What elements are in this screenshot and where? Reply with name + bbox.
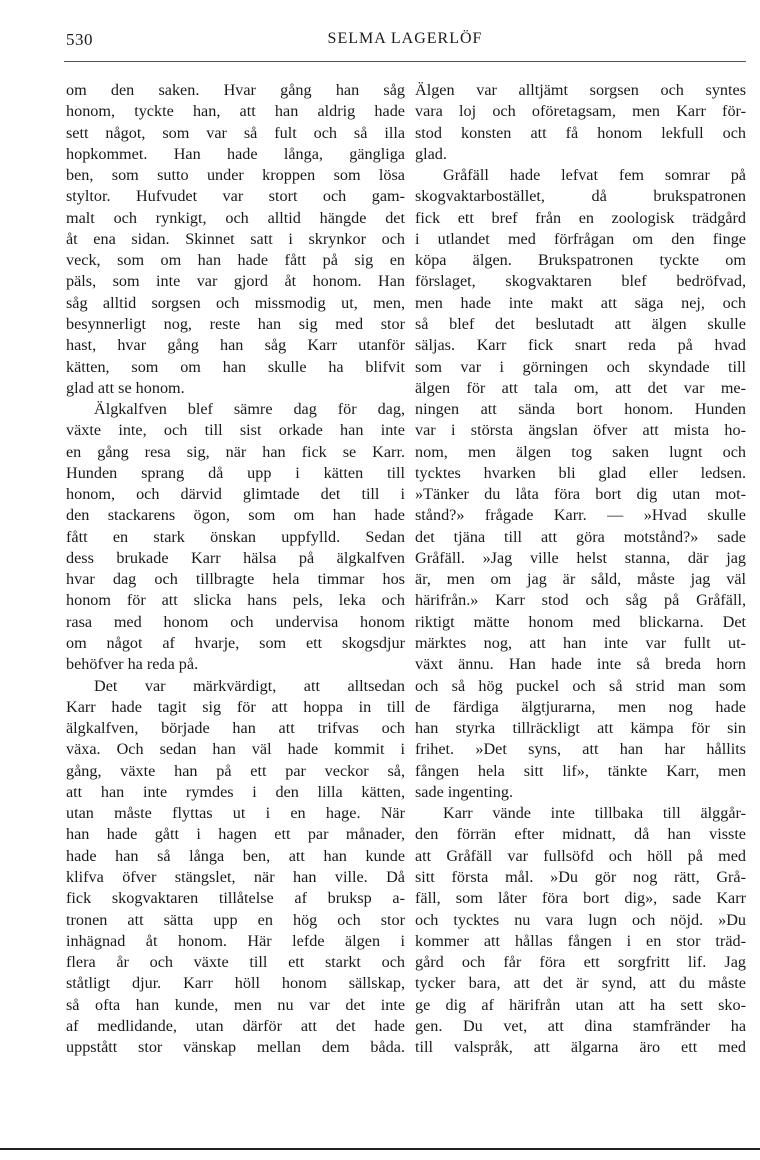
text-line: gen. Du vet, att dina stamfränder ha xyxy=(415,1016,746,1035)
text-line: utan måste flyttas ut i en hage. När xyxy=(66,804,405,823)
text-line: ben, som sutto under kroppen som lösa xyxy=(66,166,405,185)
text-line: Hunden sprang då upp i kätten till xyxy=(66,463,405,482)
text-line: Det var märkvärdigt, att alltsedan xyxy=(94,676,405,695)
text-line: Gråfäll hade lefvat fem somrar på xyxy=(443,166,746,185)
text-line: köpa älgen. Brukspatronen tyckte om xyxy=(415,251,746,270)
text-line: såg alltid sorgsen och missmodig ut, men, xyxy=(66,293,405,312)
text-line: hade han så långa ben, att han kunde xyxy=(66,846,405,865)
text-line: vara loj och oföretagsam, men Karr för- xyxy=(415,102,746,121)
text-line: besynnerligt nog, reste han sig med stor xyxy=(66,314,405,333)
text-line: säljas. Karr fick snart reda på hvad xyxy=(415,336,746,355)
text-line: växte inte, och till sist orkade han inte xyxy=(66,421,405,440)
text-line: härifrån.» Karr stod och såg på Gråfäll, xyxy=(415,591,746,610)
text-line: Älgkalfven blef sämre dag för dag, xyxy=(94,400,405,419)
text-line: ståtligt djur. Karr höll honom sällskap, xyxy=(66,974,405,993)
text-line: fått en stark önskan uppfylld. Sedan xyxy=(66,527,405,546)
text-line: rasa med honom och undervisa honom xyxy=(66,612,405,631)
text-line: han styrka tillräckligt att kämpa för sin xyxy=(415,719,746,738)
text-line: älgen för att tala om, att det var me- xyxy=(415,378,746,397)
text-line: honom, tyckte han, att han aldrig hade xyxy=(66,102,405,121)
text-line: växt ännu. Han hade inte så breda horn xyxy=(415,655,746,674)
text-line: frihet. »Det syns, att han har hållits xyxy=(415,740,746,759)
text-line: sade ingenting. xyxy=(415,782,514,801)
text-line: fången hela sitt lif», tänkte Karr, men xyxy=(415,761,746,780)
text-line: »Tänker du låta föra bort dig utan mot- xyxy=(415,485,746,504)
text-line: sett något, som var så fult och så illa xyxy=(66,123,405,142)
text-line: veck, som om han hade fått på sig en xyxy=(66,251,405,270)
text-line: den stackarens ögon, som om han hade xyxy=(66,506,405,525)
text-line: var i största ängslan öfver att mista ho- xyxy=(415,421,746,440)
text-line: fick skogvaktaren tillåtelse af bruksp a- xyxy=(66,889,405,908)
text-line: ningen att sända bort honom. Hunden xyxy=(415,400,746,419)
text-line: så blef det beslutadt att älgen skulle xyxy=(415,314,746,333)
text-line: som var i görningen och skyndade till xyxy=(415,357,746,376)
text-line: det tjäna till att göra motstånd?» sade xyxy=(415,527,746,546)
text-line: tycktes hvarken bli glad eller ledsen. xyxy=(415,463,746,482)
text-line: tronen att sätta upp en hög och stor xyxy=(66,910,405,929)
text-line: glad. xyxy=(415,144,447,163)
text-line: ge dig af härifrån utan att ha sett sko- xyxy=(415,995,746,1014)
text-line: förslaget, skogvaktaren blef bedröfvad, xyxy=(415,272,746,291)
text-line: gård och får föra ett sorgfritt lif. Jag xyxy=(415,953,746,972)
text-line: Gråfäll. »Jag ville helst stanna, där jag xyxy=(415,548,746,567)
text-line: styltor. Hufvudet var stort och gam- xyxy=(66,187,405,206)
text-line: att Gråfäll var fullsöfd och höll på med xyxy=(415,846,746,865)
text-line: honom för att slicka hans pels, leka och xyxy=(66,591,405,610)
text-line: skogvaktarbostället, då brukspatronen xyxy=(415,187,746,206)
text-line: kommer att hållas fången i en stor träd- xyxy=(415,931,746,950)
text-line: uppstått stor vänskap mellan dem båda. xyxy=(66,1038,405,1057)
text-line: glad att se honom. xyxy=(66,378,185,397)
text-line: och så hög puckel och så strid man som xyxy=(415,676,746,695)
text-line: hvar dag och tillbragte hela timmar hos xyxy=(66,570,405,589)
text-line: älgkalfven, började han att trifvas och xyxy=(66,719,405,738)
text-line: Karr hade tagit sig för att hoppa in till xyxy=(66,697,405,716)
text-line: men hade inte makt att säga nej, och xyxy=(415,293,746,312)
text-line: stånd?» frågade Karr. — »Hvad skulle xyxy=(415,506,746,525)
running-head: SELMA LAGERLÖF xyxy=(327,30,483,47)
text-line: fick ett bref från en zoologisk trädgård xyxy=(415,208,746,227)
text-line: hopkommet. Han hade långa, gängliga xyxy=(66,144,405,163)
text-line: till valspråk, att älgarna äro ett med xyxy=(415,1038,746,1057)
text-line: stod konsten att få honom lekfull och xyxy=(415,123,746,142)
bottom-rule xyxy=(0,1148,760,1150)
text-line: honom, och därvid glimtade det till i xyxy=(66,485,405,504)
text-line: malt och rynkigt, och alltid hängde det xyxy=(66,208,405,227)
text-line: hast, hvar gång han såg Karr utanför xyxy=(66,336,405,355)
text-line: af medlidande, utan därför att det hade xyxy=(66,1016,405,1035)
text-line: dess brukade Karr hälsa på älgkalfven xyxy=(66,548,405,567)
text-line: behöfver ha reda på. xyxy=(66,655,199,674)
text-line: den förrän efter midnatt, då han visste xyxy=(415,825,746,844)
text-line: fäll, som låter föra bort dig», sade Karr xyxy=(415,889,746,908)
text-line: klifva öfver stängslet, när han ville. Då xyxy=(66,867,405,886)
text-line: inhägnad åt honom. Här lefde älgen i xyxy=(66,931,405,950)
text-line: tycker bara, att det är synd, att du måste xyxy=(415,974,746,993)
text-line: att han inte rymdes i den lilla kätten, xyxy=(66,782,405,801)
text-line: Älgen var alltjämt sorgsen och syntes xyxy=(415,81,746,99)
header-rule xyxy=(64,61,746,62)
text-line: sitt första mål. »Du gör nog rätt, Grå- xyxy=(415,867,746,886)
text-line: Karr vände inte tillbaka till älggår- xyxy=(443,804,746,823)
text-line: de färdiga älgtjurarna, men nog hade xyxy=(415,697,746,716)
text-line: växa. Och sedan han väl hade kommit i xyxy=(66,740,405,759)
text-line: riktigt mätte honom med blickarna. Det xyxy=(415,612,746,631)
text-line: gång, växte han på ett par veckor så, xyxy=(66,761,405,780)
text-line: åt ena sidan. Skinnet satt i skrynkor och xyxy=(66,229,405,248)
text-line: märktes nog, att han inte var fullt ut- xyxy=(415,634,746,653)
text-line: och tycktes nu vara lugn och nöjd. »Du xyxy=(415,910,746,929)
text-line: i utlandet med förfrågan om den finge xyxy=(415,229,746,248)
text-line: flera år och växte till ett starkt och xyxy=(66,953,405,972)
text-line: är, men om jag är såld, måste jag väl xyxy=(415,570,746,589)
text-line: om något af hvarje, som ett skogsdjur xyxy=(66,634,405,653)
text-line: nom, men älgen tog saken lugnt och xyxy=(415,442,746,461)
text-line: han hade gått i hagen ett par månader, xyxy=(66,825,405,844)
text-line: kätten, som om han skulle ha blifvit xyxy=(66,357,405,376)
page-number: 530 xyxy=(66,30,93,49)
text-line: så ofta han kunde, men nu var det inte xyxy=(66,995,405,1014)
text-line: om den saken. Hvar gång han såg xyxy=(66,81,405,99)
text-line: päls, som inte var gjord åt honom. Han xyxy=(66,272,405,291)
text-line: en gång resa sig, när han fick se Karr. xyxy=(66,442,405,461)
